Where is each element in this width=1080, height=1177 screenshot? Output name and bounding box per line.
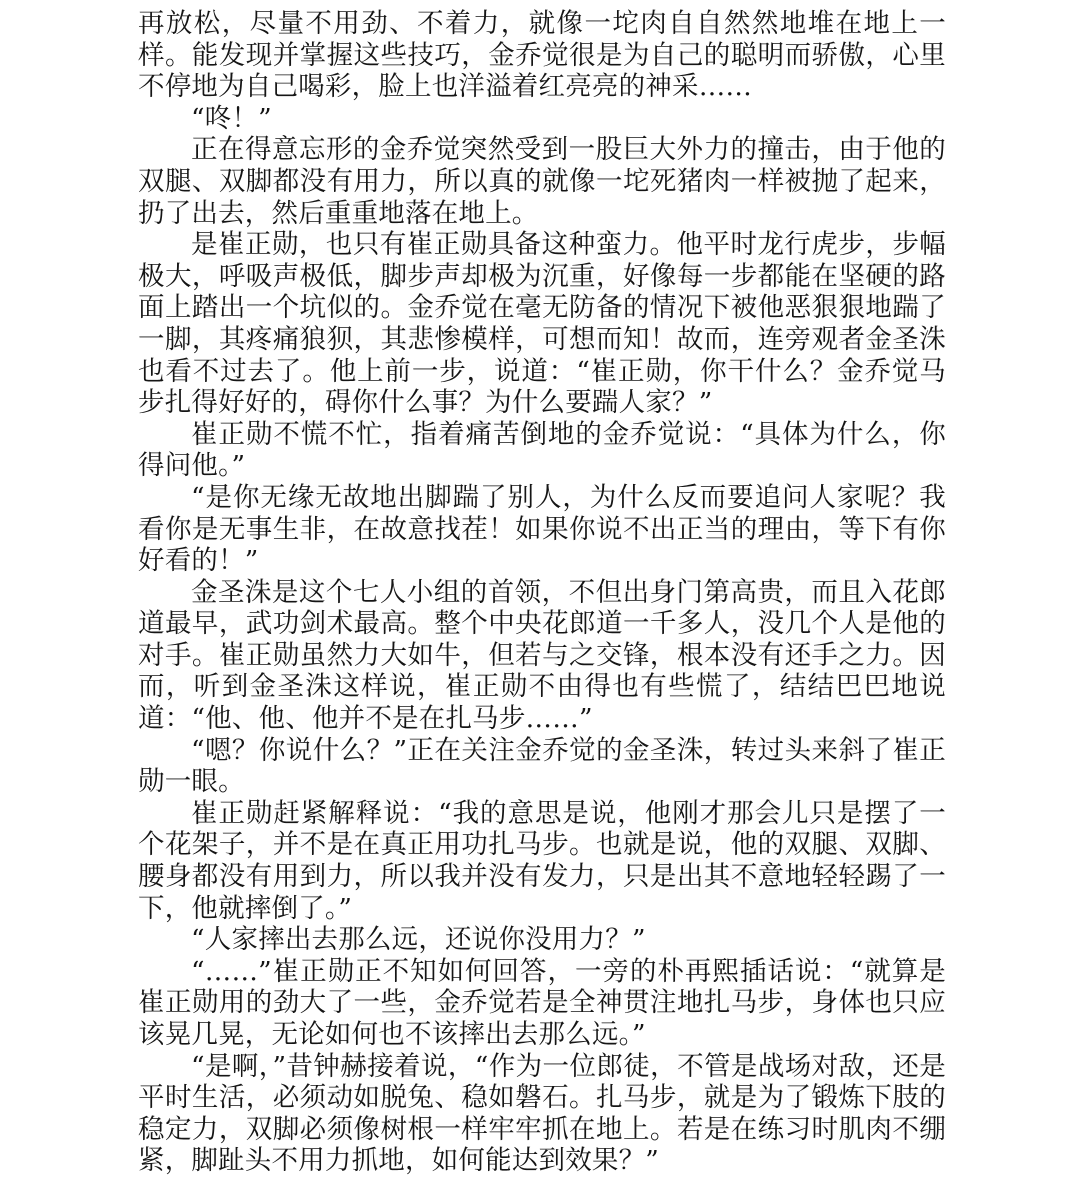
paragraph: 崔正勋赶紧解释说：“我的意思是说，他刚才那会儿只是摆了一个花架子，并不是在真正用功扎马步。也就是说，他的双腿、双脚、腰身都没有用到力，所以我并没有发力，只是出其不意地轻轻踢了一下，他就摔倒了。”	[138, 797, 946, 924]
paragraph-continued: 再放松，尽量不用劲、不着力，就像一坨肉自自然然地堆在地上一样。能发现并掌握这些技巧，金乔觉很是为自己的聪明而骄傲，心里不停地为自己喝彩，脸上也洋溢着红亮亮的神采……	[138, 8, 946, 103]
paragraph: 是崔正勋，也只有崔正勋具备这种蛮力。他平时龙行虎步，步幅极大，呼吸声极低，脚步声却极为沉重，好像每一步都能在坚硬的路面上踏出一个坑似的。金乔觉在毫无防备的情况下被他恶狠狠地踹了一脚，其疼痛狼狈，其悲惨模样，可想而知！故而，连旁观者金圣洙也看不过去了。他上前一步，说道：“崔正勋，你干什么？金乔觉马步扎得好好的，碍你什么事？为什么要踹人家？”	[138, 229, 946, 419]
paragraph: 金圣洙是这个七人小组的首领，不但出身门第高贵，而且入花郎道最早，武功剑术最高。整个中央花郎道一千多人，没几个人是他的对手。崔正勋虽然力大如牛，但若与之交锋，根本没有还手之力。因而，听到金圣洙这样说，崔正勋不由得也有些慌了，结结巴巴地说道：“他、他、他并不是在扎马步……”	[138, 576, 946, 735]
paragraph: 正在得意忘形的金乔觉突然受到一股巨大外力的撞击，由于他的双腿、双脚都没有用力，所以真的就像一坨死猪肉一样被抛了起来，扔了出去，然后重重地落在地上。	[138, 134, 946, 229]
document-page	[138, 8, 946, 1177]
paragraph: “是啊，”昔钟赫接着说，“作为一位郎徒，不管是战场对敌，还是平时生活，必须动如脱兔、稳如磐石。扎马步，就是为了锻炼下肢的稳定力，双脚必须像树根一样牢牢抓在地上。若是在练习时肌肉不绷紧，脚趾头不用力抓地，如何能达到效果？”	[138, 1050, 946, 1177]
paragraph-sound: “咚！”	[191, 102, 272, 134]
paragraph: “是你无缘无故地出脚踹了别人，为什么反而要追问人家呢？我看你是无事生非，在故意找茬！如果你说不出正当的理由，等下有你好看的！”	[138, 481, 946, 577]
paragraph: “嗯？你说什么？”正在关注金乔觉的金圣洙，转过头来斜了崔正勋一眼。	[138, 734, 946, 798]
paragraph: “人家摔出去那么远，还说你没用力？”	[191, 924, 646, 956]
paragraph: 崔正勋不慌不忙，指着痛苦倒地的金乔觉说：“具体为什么，你得问他。”	[138, 418, 946, 482]
paragraph: “……”崔正勋正不知如何回答，一旁的朴再熙插话说：“就算是崔正勋用的劲大了一些，金乔觉若是全神贯注地扎马步，身体也只应该晃几晃，无论如何也不该摔出去那么远。”	[138, 955, 946, 1050]
